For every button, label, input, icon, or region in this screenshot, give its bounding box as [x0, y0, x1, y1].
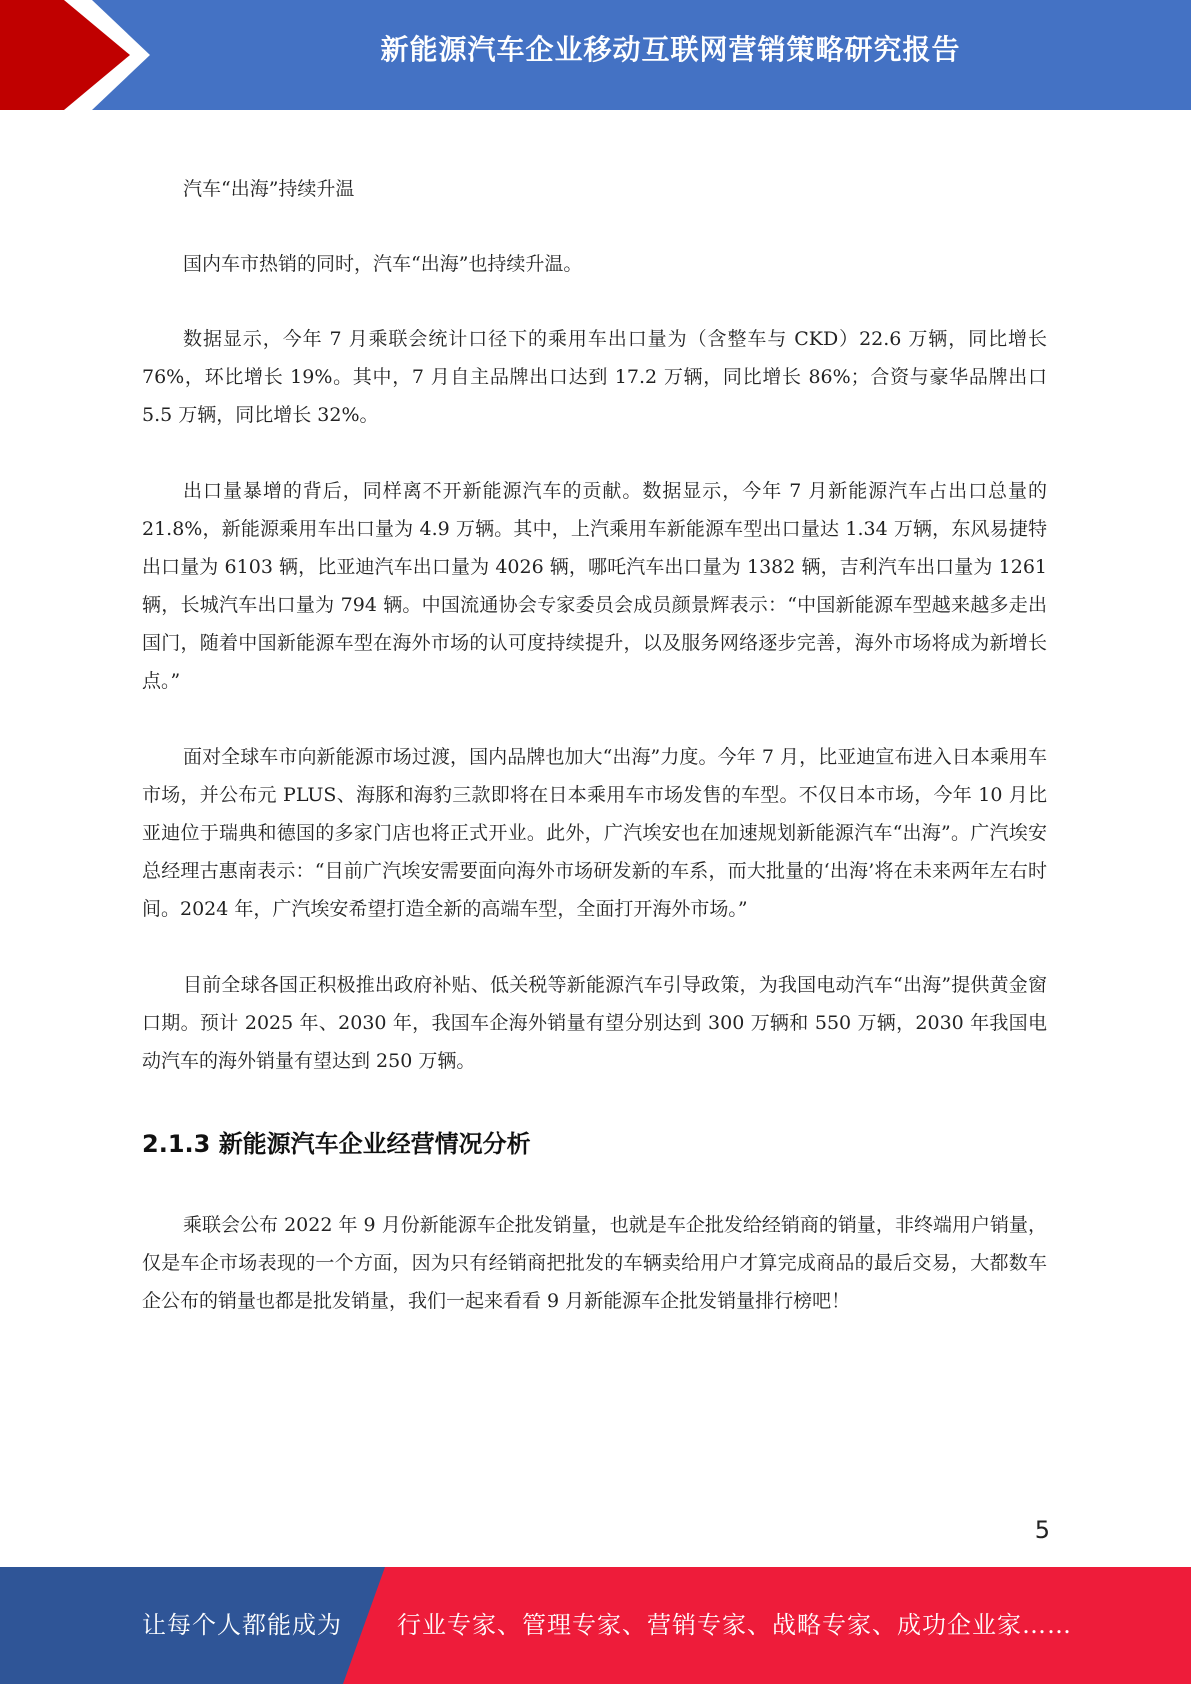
paragraph-brand-expansion: 面对全球车市向新能源市场过渡，国内品牌也加大“出海”力度。今年 7 月，比亚迪宣布进入日本乘用车市场，并公布元 PLUS、海豚和海豹三款即将在日本乘用车市场发售的车型。不仅日本市场，今年 10 月比亚迪位于瑞典和德国的多家门店也将正式开业。此外，广汽埃安也在加速规划新能源汽车“出海”。广汽埃安总经理古惠南表示：“目前广汽埃安需要面向海外市场研发新的车系，而大批量的‘出海’将在未来两年左右时间。2024 年，广汽埃安希望打造全新的高端车型，全面打开海外市场。”: [142, 746, 1047, 920]
section-heading: 2.1.3 新能源汽车企业经营情况分析: [142, 1130, 531, 1158]
page-footer: [0, 1567, 1191, 1684]
footer-slogan-right: 行业专家、管理专家、营销专家、战略专家、成功企业家……: [397, 1611, 1072, 1639]
paragraph-policy-outlook: 目前全球各国正积极推出政府补贴、低关税等新能源汽车引导政策，为我国电动汽车“出海”提供黄金窗口期。预计 2025 年、2030 年，我国车企海外销量有望分别达到 300 万辆和 550 万辆，2030 年我国电动汽车的海外销量有望达到 250 万辆。: [142, 974, 1047, 1072]
paragraph-wholesale-sales: 乘联会公布 2022 年 9 月份新能源车企批发销量，也就是车企批发给经销商的销量，非终端用户销量，仅是车企市场表现的一个方面，因为只有经销商把批发的车辆卖给用户才算完成商品的最后交易，大都数车企公布的销量也都是批发销量，我们一起来看看 9 月新能源车企批发销量排行榜吧！: [142, 1214, 1047, 1312]
paragraph-nev-contribution: 出口量暴增的背后，同样离不开新能源汽车的贡献。数据显示，今年 7 月新能源汽车占出口总量的 21.8%，新能源乘用车出口量为 4.9 万辆。其中，上汽乘用车新能源车型出口量达 1.34 万辆，东风易捷特出口量为 6103 辆，比亚迪汽车出口量为 4026 辆，哪吒汽车出口量为 1382 辆，吉利汽车出口量为 1261 辆，长城汽车出口量为 794 辆。中国流通协会专家委员会成员颜景辉表示：“中国新能源车型越来越多走出国门，随着中国新能源车型在海外市场的认可度持续提升，以及服务网络逐步完善，海外市场将成为新增长点。”: [142, 480, 1047, 692]
paragraph-intro: 国内车市热销的同时，汽车“出海”也持续升温。: [183, 253, 583, 275]
page-header: [0, 0, 1191, 110]
paragraph-export-data: 数据显示，今年 7 月乘联会统计口径下的乘用车出口量为（含整车与 CKD）22.6 万辆，同比增长 76%，环比增长 19%。其中，7 月自主品牌出口达到 17.2 万辆，同比增长 86%；合资与豪华品牌出口 5.5 万辆，同比增长 32%。: [142, 328, 1047, 426]
page-number: 5: [1034, 1516, 1050, 1544]
header-title: 新能源汽车企业移动互联网营销策略研究报告: [380, 33, 961, 66]
document-body: [142, 170, 1047, 1358]
footer-slogan-left: 让每个人都能成为: [142, 1611, 342, 1639]
paragraph-subtitle: 汽车“出海”持续升温: [183, 178, 355, 200]
